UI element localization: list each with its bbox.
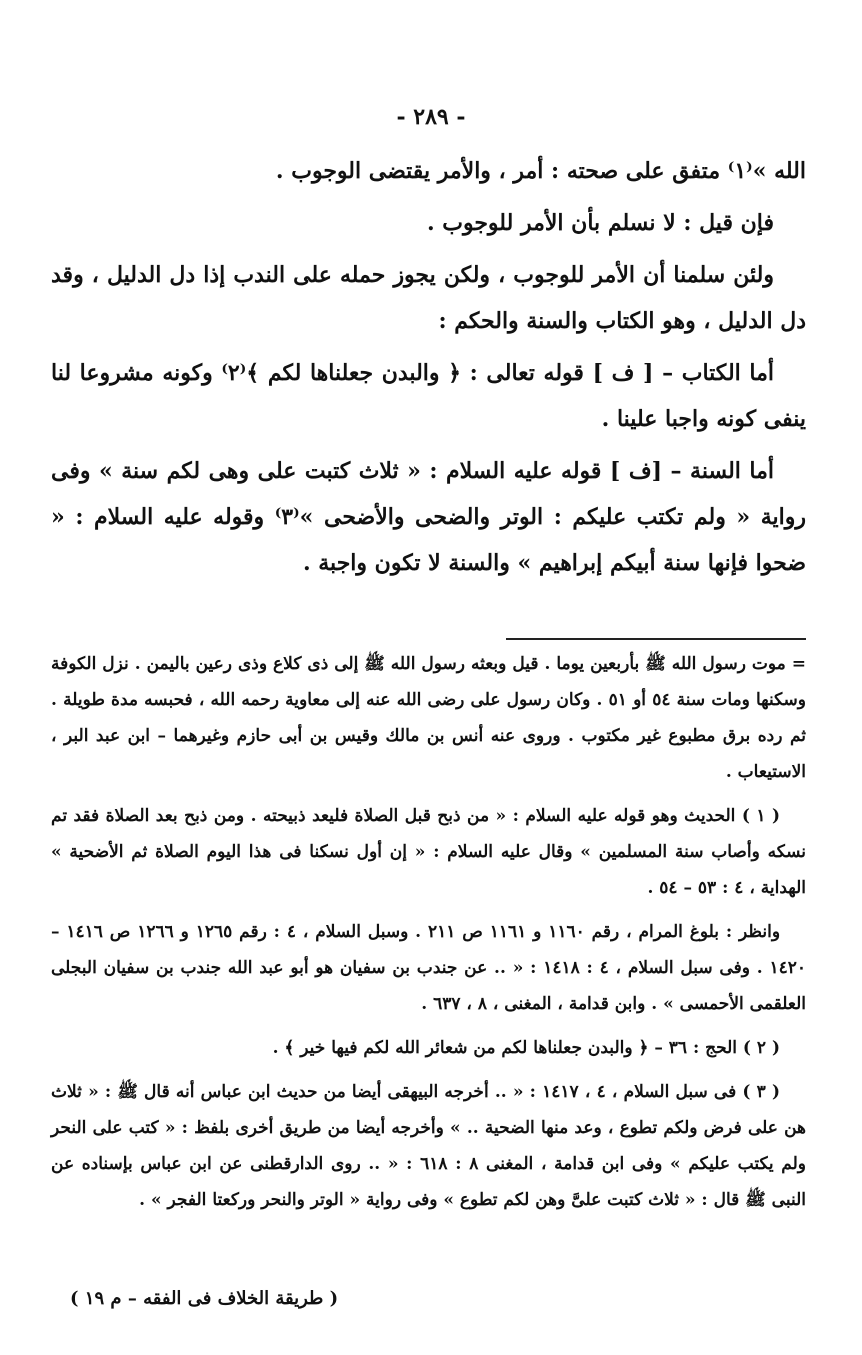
footnote: وانظر : بلوغ المرام ، رقم ١١٦٠ و ١١٦١ ص ٢١١ . وسبل السلام ، ٤ : رقم ١٢٦٥ و ١٢٦٦ ص ١٤١٦ – ١٤٢٠ . وفى سبل السلام ، ٤ : ١٤١٨ : « .. عن جندب بن سفيان هو أبو عبد الله جندب بن سفيان البجلى العلقمى الأحمسى » . وابن قدامة ، المغنى ، ٨ ، ٦٣٧ . [51, 922, 806, 1014]
paragraph: ولئن سلمنا أن الأمر للوجوب ، ولكن يجوز حمله على الندب إذا دل الدليل ، وقد دل الدليل ، وهو الكتاب والسنة والحكم : [51, 262, 806, 334]
page-footer: ( طريقة الخلاف فى الفقه – م ١٩ ) [70, 1288, 339, 1309]
paragraph: فإن قيل : لا نسلم بأن الأمر للوجوب . [426, 210, 774, 236]
footnote: ( ١ ) الحديث وهو قوله عليه السلام : « من ذبح قبل الصلاة فليعد ذبيحته . ومن ذبح بعد الصلاة فقد تم نسكه وأصاب سنة المسلمين » وقال عليه السلام : « إن أول نسكنا فى هذا اليوم الصلاة ثم الأضحية » الهداية ، ٤ : ٥٣ – ٥٤ . [51, 806, 806, 898]
main-text [51, 148, 806, 592]
paragraph: أما السنة – [ف ] قوله عليه السلام : « ثلاث كتبت على وهى لكم سنة » وفى رواية « ولم تكتب عليكم : الوتر والضحى والأضحى »⁽٣⁾ وقوله عليه السلام : « ضحوا فإنها سنة أبيكم إبراهيم » والسنة لا تكون واجبة . [51, 458, 806, 576]
paragraph: أما الكتاب – [ ف ] قوله تعالى : ﴿ والبدن جعلناها لكم ﴾⁽٢⁾ وكونه مشروعا لنا ينفى كونه واجبا علينا . [51, 360, 806, 432]
page-number: - ٢٨٩ - [396, 104, 466, 130]
footnote-divider [506, 638, 806, 640]
footnote: = موت رسول الله ﷺ بأربعين يوما . قيل وبعثه رسول الله ﷺ إلى ذى كلاع وذى رعين باليمن . نزل الكوفة وسكنها ومات سنة ٥٤ أو ٥١ . وكان رسول على رضى الله عنه إلى معاوية رحمه الله ، فحبسه مدة طويلة . ثم رده برق مطبوع غير مكتوب . وروى عنه أنس بن مالك وقيس بن أبى حازم وغيرهما – ابن عبد البر ، الاستيعاب . [51, 654, 806, 782]
paragraph: الله »⁽١⁾ متفق على صحته : أمر ، والأمر يقتضى الوجوب . [275, 158, 806, 184]
footnote: ( ٢ ) الحج : ٣٦ – ﴿ والبدن جعلناها لكم من شعائر الله لكم فيها خير ﴾ . [272, 1038, 780, 1058]
footnotes [51, 646, 806, 1226]
footnote: ( ٣ ) فى سبل السلام ، ٤ ، ١٤١٧ : « .. أخرجه البيهقى أيضا من حديث ابن عباس أنه قال ﷺ : « ثلاث هن على فرض ولكم تطوع ، وعد منها الضحية .. » وأخرجه أيضا من طريق أخرى بلفظ : « كتب على النحر ولم يكتب عليكم » وفى ابن قدامة ، المغنى ٨ : ٦١٨ : « .. روى الدارقطنى عن ابن عباس بإسناده عن النبى ﷺ قال : « ثلاث كتبت علىَّ وهن لكم تطوع » وفى رواية « الوتر والنحر وركعتا الفجر » . [51, 1082, 806, 1210]
